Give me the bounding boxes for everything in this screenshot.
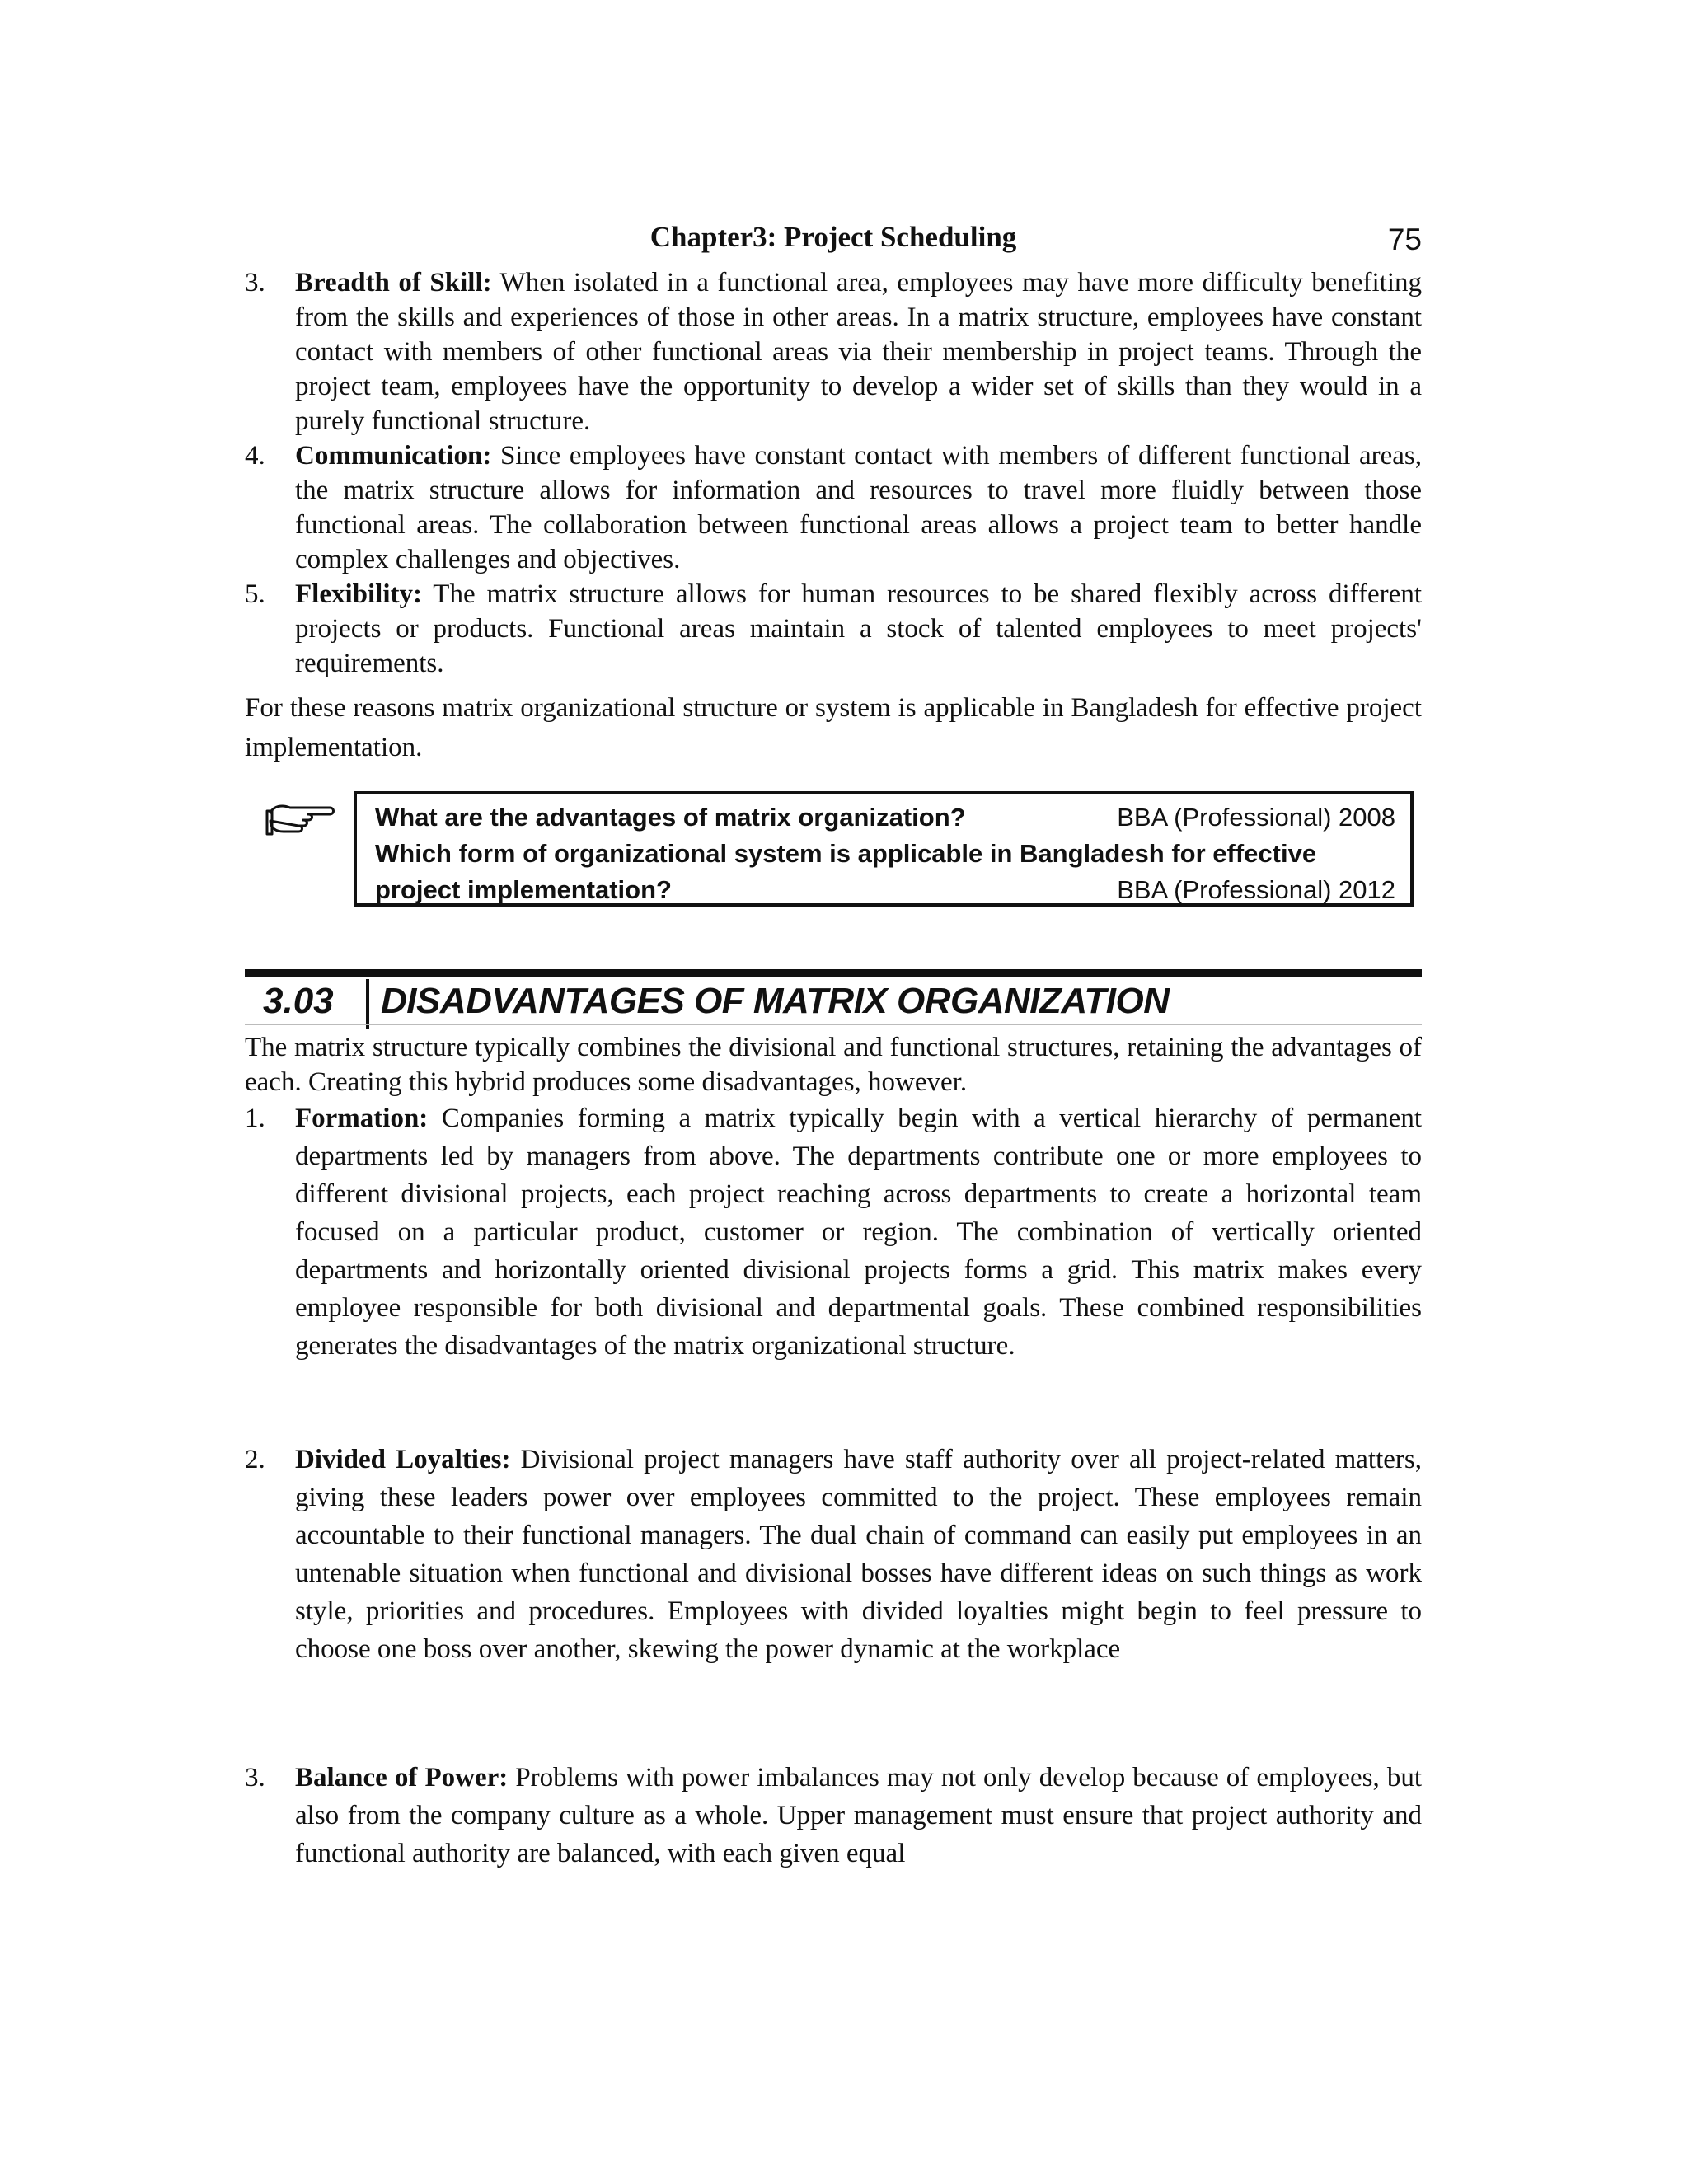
item-number: 5. [245,579,265,609]
item-text: Since employees have constant contact with members of different functional areas, the matrix structure allows for information and resources to travel more fluidly between those functional areas. The collaboration between functional areas allows a project team to better handle complex challenges and objectives. [295,441,1422,574]
item-paragraph [295,577,1422,681]
item-term: Flexibility: [295,579,422,609]
question-row [375,872,1395,908]
question-text: project implementation? [375,875,672,904]
item-paragraph [295,438,1422,577]
question-text: What are the advantages of matrix organization? [375,803,966,832]
item-number: 3. [245,268,265,298]
heading-top-rule [245,969,1422,977]
disadvantages-section [245,1030,1422,1365]
item-term: Communication: [295,441,492,471]
item-text: When isolated in a functional area, employees may have more difficulty benefiting from the skills and experiences of those in other areas. In a matrix structure, employees have constant contact with members of other functional areas via their membership in project teams. Through the project team, employees have the opportunity to develop a wider set of skills than they would in a purely functional structure. [295,268,1423,436]
item-text: The matrix structure allows for human resources to be shared flexibly across different projects or products. Functional areas maintain a stock of talented employees to meet projects' requirements. [295,579,1422,678]
conclusion-text: For these reasons matrix organizational structure or system is applicable in Bangladesh for effective project implementation. [245,693,1422,762]
question-reference: BBA (Professional) 2012 [1117,875,1395,904]
list-item [245,1759,1422,1872]
disadvantages-item-3 [245,1759,1422,1872]
list-item [245,1441,1422,1668]
item-number: 4. [245,441,265,471]
question-row [375,799,1395,836]
item-text: Divisional project managers have staff authority over all project-related matters, giving these leaders power over employees committed to the project. These employees remain accountable to their functional managers. The dual chain of command can easily put employees in an untenable situation when functional and divisional bosses have different ideas on such things as work style, priorities and procedures. Employees with divided loyalties might begin to feel pressure to choose one boss over another, skewing the power dynamic at the workplace [295,1445,1422,1664]
item-number: 3. [245,1763,265,1793]
item-term: Breadth of Skill: [295,268,492,298]
item-paragraph [295,1441,1422,1668]
item-number: 2. [245,1445,265,1474]
item-text: Problems with power imbalances may not only develop because of employees, but also from the company culture as a whole. Upper management must ensure that project authority and functional authority are balanced, with each given equal [295,1763,1422,1868]
running-header [245,221,1422,262]
chapter-title: Chapter3: Project Scheduling [649,221,1017,253]
question-text: Which form of organizational system is applicable in Bangladesh for effective [375,839,1317,868]
list-item [245,1099,1422,1365]
list-item [245,577,1422,681]
item-term: Balance of Power: [295,1763,509,1793]
section-heading [245,969,1422,1024]
item-term: Formation: [295,1104,429,1133]
list-item [245,265,1422,438]
question-row [375,836,1395,872]
exam-questions-box [354,791,1414,907]
item-paragraph [295,1099,1422,1365]
list-item [245,438,1422,577]
pointing-hand-icon [265,798,340,837]
item-paragraph [295,1759,1422,1872]
item-paragraph [295,265,1422,438]
item-number: 1. [245,1104,265,1133]
disadvantages-item-2 [245,1441,1422,1668]
conclusion-paragraph [245,688,1422,767]
item-term: Divided Loyalties: [295,1445,511,1474]
advantages-list [245,265,1422,681]
item-text: Companies forming a matrix typically begin with a vertical hierarchy of permanent departments led by managers from above. The departments contribute one or more employees to different divisional projects, each project reaching across departments to create a horizontal team focused on a particular product, customer or region. The combination of vertically oriented departments and horizontally oriented divisional projects forms a grid. This matrix makes every employee responsible for both divisional and departmental goals. These combined responsibilities generates the disadvantages of the matrix organizational structure. [295,1104,1422,1361]
heading-bottom-rule [245,1024,1422,1025]
section-number: 3.03 [263,981,334,1021]
heading-divider [366,979,369,1029]
section-intro: The matrix structure typically combines the divisional and functional structures, retaining the advantages of each. Creating this hybrid produces some disadvantages, however. [245,1033,1422,1097]
page-number: 75 [1387,223,1422,256]
question-reference: BBA (Professional) 2008 [1117,803,1395,832]
section-title: DISADVANTAGES OF MATRIX ORGANIZATION [381,981,1170,1021]
